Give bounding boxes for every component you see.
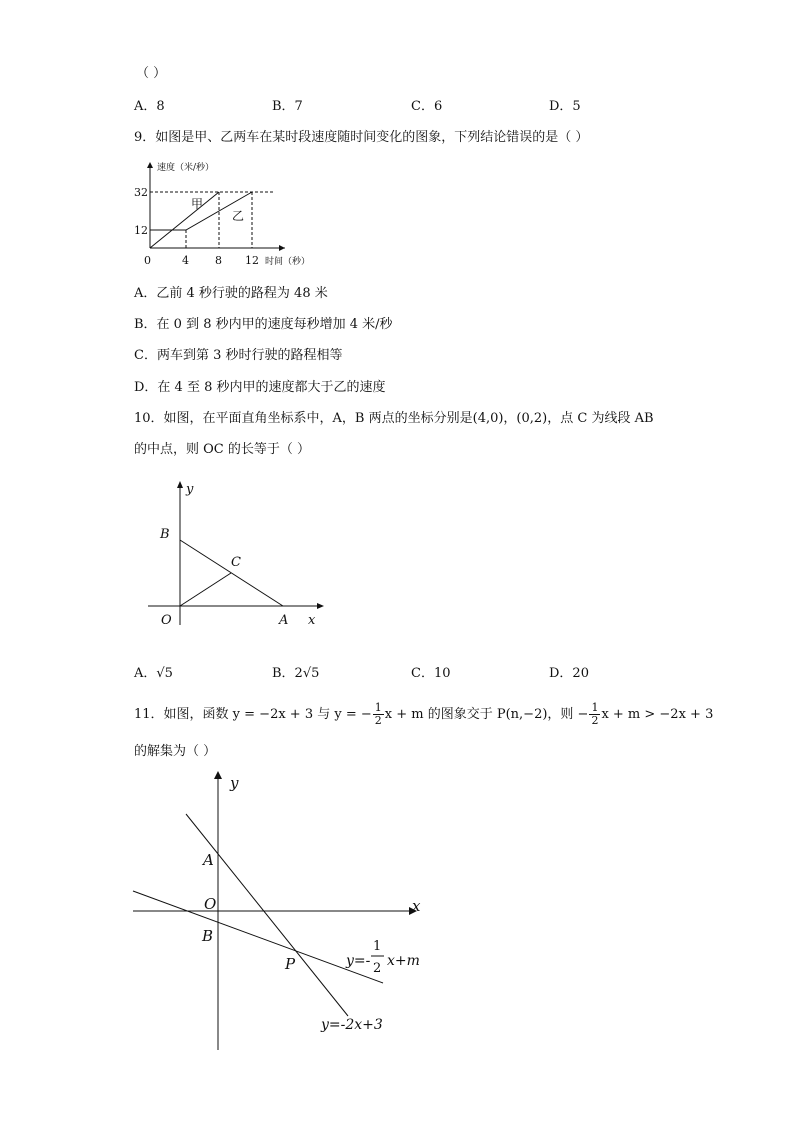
q9-option-d: D．在 4 至 8 秒内甲的速度都大于乙的速度 xyxy=(134,380,386,395)
q11-line1-label-post: x+m xyxy=(387,953,420,969)
q11-label-x: x xyxy=(412,897,421,915)
q9-line-jia xyxy=(150,192,219,248)
q11-line1-label-num: 1 xyxy=(373,939,382,954)
q10-label-c: C xyxy=(231,555,241,570)
q9-option-a: A．乙前 4 秒行驶的路程为 48 米 xyxy=(134,286,328,301)
q11-fraction-2-den: 2 xyxy=(591,714,599,727)
q10-label-y: y xyxy=(186,482,194,497)
q10-segment-oc xyxy=(180,573,231,606)
q10-y-axis-arrow xyxy=(177,481,183,488)
q11-fraction-2-num: 1 xyxy=(591,701,599,714)
q11-label-o: O xyxy=(204,895,217,913)
q9-y-tick-32: 32 xyxy=(134,186,148,199)
q11-stem-line2: 的解集为（ ） xyxy=(134,744,217,759)
q8-option-d: D．5 xyxy=(549,99,581,114)
q11-y-axis-arrow xyxy=(214,771,222,779)
q9-option-c: C．两车到第 3 秒时行驶的路程相等 xyxy=(134,348,343,363)
q10-stem-line1: 10．如图，在平面直角坐标系中，A，B 两点的坐标分别是(4,0)，(0,2)，点 C 为线段 AB xyxy=(134,411,654,426)
q11-label-b: B xyxy=(202,927,214,945)
q11-fraction-1 xyxy=(373,702,384,727)
q9-y-axis-arrow xyxy=(147,162,153,168)
q9-label-jia: 甲 xyxy=(191,197,204,211)
q11-fraction-1-den: 2 xyxy=(374,714,382,727)
q11-coordinate-figure xyxy=(128,766,448,1056)
q10-stem-line2: 的中点，则 OC 的长等于（ ） xyxy=(134,442,311,457)
q10-option-b: B．2√5 xyxy=(272,666,320,681)
q9-x-tick-8: 8 xyxy=(215,254,222,267)
q11-stem-post: x + m > −2x + 3 xyxy=(601,707,714,722)
q11-line-y-neg-half-x-plus-m xyxy=(133,891,383,983)
q10-x-axis-arrow xyxy=(317,603,324,609)
q8-option-c: C．6 xyxy=(411,99,443,114)
q8-option-a: A．8 xyxy=(134,99,165,114)
q10-coordinate-figure xyxy=(140,475,340,635)
q8-option-b: B．7 xyxy=(272,99,303,114)
q10-option-a: A．√5 xyxy=(134,666,173,681)
q9-y-tick-12: 12 xyxy=(134,224,148,237)
q10-option-c: C．10 xyxy=(411,666,451,681)
q10-label-x: x xyxy=(308,613,316,628)
q10-label-b: B xyxy=(160,527,170,542)
q11-label-p: P xyxy=(285,955,296,973)
q9-y-title: 速度（米/秒） xyxy=(157,163,215,173)
q10-label-o: O xyxy=(161,613,172,628)
q11-line2-label: y=-2x+3 xyxy=(321,1017,383,1033)
q9-stem: 9．如图是甲、乙两车在某时段速度随时间变化的图象，下列结论错误的是（ ） xyxy=(134,130,589,145)
q11-fraction-2 xyxy=(589,702,600,727)
q9-speed-time-graph xyxy=(130,158,350,270)
q10-label-a: A xyxy=(279,613,289,628)
q9-x-tick-4: 4 xyxy=(182,254,189,267)
q11-label-a: A xyxy=(203,851,214,869)
q9-option-b: B．在 0 到 8 秒内甲的速度每秒增加 4 米/秒 xyxy=(134,317,393,332)
q11-stem-pre: 11．如图，函数 y = −2x + 3 与 y = − xyxy=(134,707,372,722)
q10-option-d: D．20 xyxy=(549,666,589,681)
q11-stem-mid: x + m 的图象交于 P(n,−2)，则 − xyxy=(384,707,589,722)
q9-x-title: 时间（秒） xyxy=(265,257,311,267)
q11-line1-label-den: 2 xyxy=(373,961,382,976)
q11-line1-label-pre: y=- xyxy=(346,953,371,969)
q11-stem-line1 xyxy=(134,700,713,730)
q9-x-tick-0: 0 xyxy=(144,254,151,267)
q9-x-axis-arrow xyxy=(279,245,285,251)
q11-label-y: y xyxy=(230,774,239,792)
q11-fraction-1-num: 1 xyxy=(374,701,382,714)
q11-line-y-neg2x-plus3 xyxy=(186,814,348,1016)
q9-x-tick-12: 12 xyxy=(245,254,259,267)
q8-answer-paren: （ ） xyxy=(136,66,167,81)
q9-label-yi: 乙 xyxy=(232,209,245,223)
